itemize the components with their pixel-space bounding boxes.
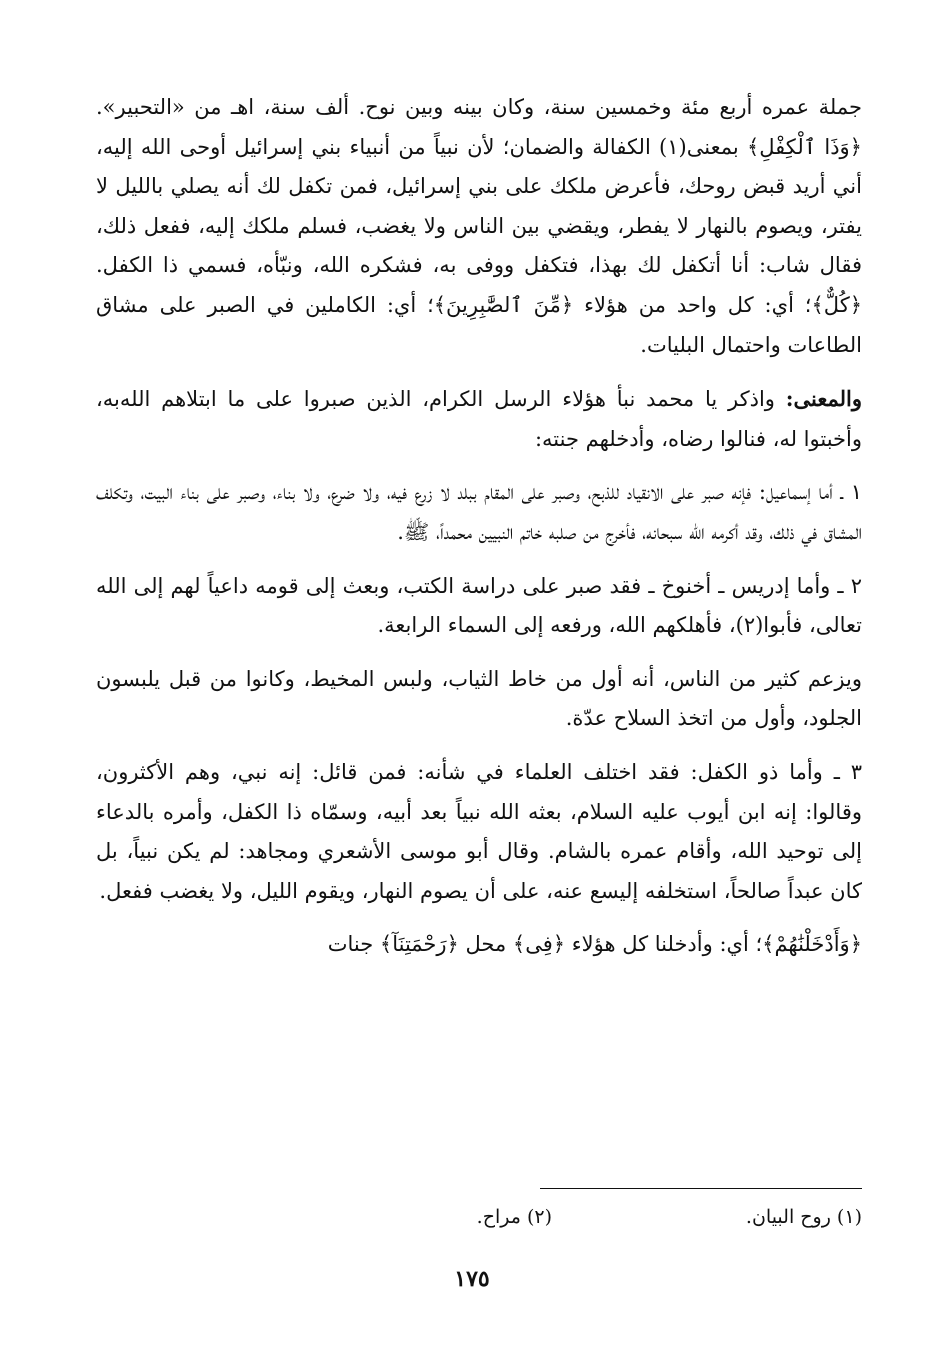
footnotes — [360, 1206, 862, 1236]
paragraph-dhul-kifl: ٣ ـ وأما ذو الكفل: فقد اختلف العلماء في شأنه: فمن قائل: إنه نبي، وهم الأكثرون، وقالوا: إنه ابن أيوب عليه السلام، بعثه الله نبياً بعد أبيه، وسمّاه ذا الكفل، وأمره بالدعاء إلى توحيد الله، وأقام عمره بالشام. وقال أبو موسى الأشعري ومجاهد: لم يكن نبياً، بل كان عبداً صالحاً، استخلفه إليسع عنه، على أن يصوم النهار، ويقوم الليل، ولا يغضب ففعل. — [96, 759, 862, 903]
meaning-text: واذكر يا محمد نبأ هؤلاء الرسل الكرام، الذين صبروا على ما ابتلاهم الله‌به، وأخبتوا له، فنالوا رضاه، وأدخلهم جنته: — [96, 387, 862, 451]
paragraph-continuation: ﴿وَأَدْخَلْنَٰهُمْ﴾؛ أي: وأدخلنا كل هؤلاء ﴿فِى﴾ محل ﴿رَحْمَتِنَآ﴾ جنات — [327, 932, 862, 957]
page-number: ١٧٥ — [454, 1266, 490, 1292]
footnote-1: (١) روح البيان. — [745, 1206, 862, 1228]
main-text — [96, 88, 862, 979]
paragraph-dhul-kifl-intro: جملة عمره أربع مئة وخمسين سنة، وكان بينه وبين نوح. ألف سنة، اهـ من «التحبير». ﴿وَذَا ٱلْكِفْلِ﴾ بمعنى(١) الكفالة والضمان؛ لأن نبياً من أنبياء بني إسرائيل أوحى الله إليه، أني أريد قبض روحك، فأعرض ملكك على بني إسرائيل، فمن تكفل لك أنه يصلي بالليل لا يفتر، ويصوم بالنهار لا يفطر، ويقضي بين الناس ولا يغضب، فسلم ملكك إليه، ففعل ذلك، فقال شاب: أنا أتكفل لك بهذا، فتكفل ووفى به، فشكره الله، ونبّأه، فسمي ذا الكفل. ﴿كُلٌّ﴾؛ أي: كل واحد من هؤلاء ﴿مِّنَ ٱلصَّٰبِرِينَ﴾؛ أي: الكاملين في الصبر على مشاق الطاعات واحتمال البليات. — [96, 95, 863, 357]
footnote-divider — [540, 1188, 862, 1189]
paragraph-idris-claim: ويزعم كثير من الناس، أنه أول من خاط الثياب، ولبس المخيط، وكانوا من قبل يلبسون الجلود، وأول من اتخذ السلاح عدّة. — [96, 666, 862, 731]
paragraph-ismail: ١ ـ أما إسماعيل: فإنه صبر على الانقياد للذبح، وصبر على المقام ببلد لا زرع فيه، ولا ضرع، ولا بناء، وصبر على بناء البيت، وتكلف المشاق في ذلك، وقد أكرمه الله سبحانه، فأخرج من صلبه خاتم النبيين محمداً، ﷺ. — [96, 480, 862, 544]
paragraph-meaning — [96, 379, 862, 459]
footnote-2: (٢) مراح. — [476, 1206, 552, 1228]
paragraph-idris: ٢ ـ وأما إدريس ـ أخنوخ ـ فقد صبر على دراسة الكتب، وبعث إلى قومه داعياً لهم إلى الله تعالى، فأبوا(٢)، فأهلكهم الله، ورفعه إلى السماء الرابعة. — [96, 573, 862, 638]
meaning-label: والمعنى: — [785, 386, 862, 412]
